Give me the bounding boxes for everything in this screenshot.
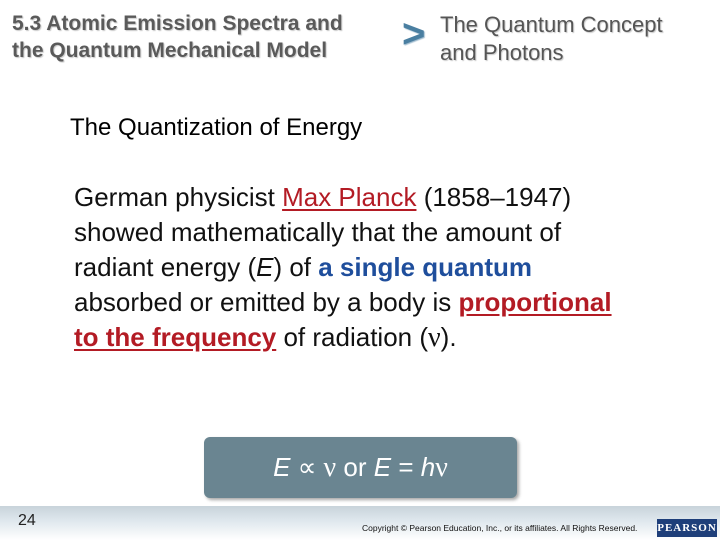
frequency-symbol: ν: [428, 322, 441, 353]
slide-subtitle: The Quantization of Energy: [70, 114, 363, 141]
equation: [204, 437, 517, 498]
single-quantum-highlight: a single quantum: [318, 252, 533, 282]
equation-box: [204, 437, 517, 498]
body-text-3: ) of: [273, 252, 319, 282]
lesson-title-line2: and Photons: [440, 40, 564, 65]
section-title-line2: the Quantum Mechanical Model: [12, 39, 328, 62]
body-text-1: German physicist: [74, 182, 283, 212]
body-text-6: ).: [440, 322, 457, 352]
eq-or: or: [336, 452, 374, 482]
planck-highlight: Max Planck: [282, 182, 417, 212]
chevron-right-icon: >: [402, 12, 426, 56]
body-text-5: of radiation (: [276, 322, 428, 352]
eq-h: h: [420, 452, 436, 482]
proportional-highlight: proportional to the frequency: [74, 287, 612, 352]
page-number: 24: [18, 512, 36, 529]
eq-prop: ∝: [290, 452, 324, 482]
slide-header: [0, 0, 720, 80]
eq-nu2: ν: [435, 452, 448, 483]
eq-nu1: ν: [323, 452, 337, 483]
body-paragraph: [74, 180, 634, 355]
eq-E2: E: [373, 452, 392, 482]
section-title: [12, 10, 397, 64]
lesson-title-line1: The Quantum Concept: [440, 12, 663, 37]
body-text-4: absorbed or emitted by a body is: [74, 287, 459, 317]
pearson-logo: PEARSON: [657, 519, 717, 537]
eq-equals: =: [391, 452, 421, 482]
section-title-line1: 5.3 Atomic Emission Spectra and: [12, 12, 343, 35]
copyright-notice: Copyright © Pearson Education, Inc., or its affiliates. All Rights Reserved.: [362, 523, 638, 533]
body-text-2: (1858–1947) showed mathematically that the amount of radiant energy (: [74, 182, 572, 282]
energy-symbol: E: [256, 252, 274, 282]
lesson-title: [440, 11, 710, 67]
eq-E1: E: [273, 452, 291, 482]
